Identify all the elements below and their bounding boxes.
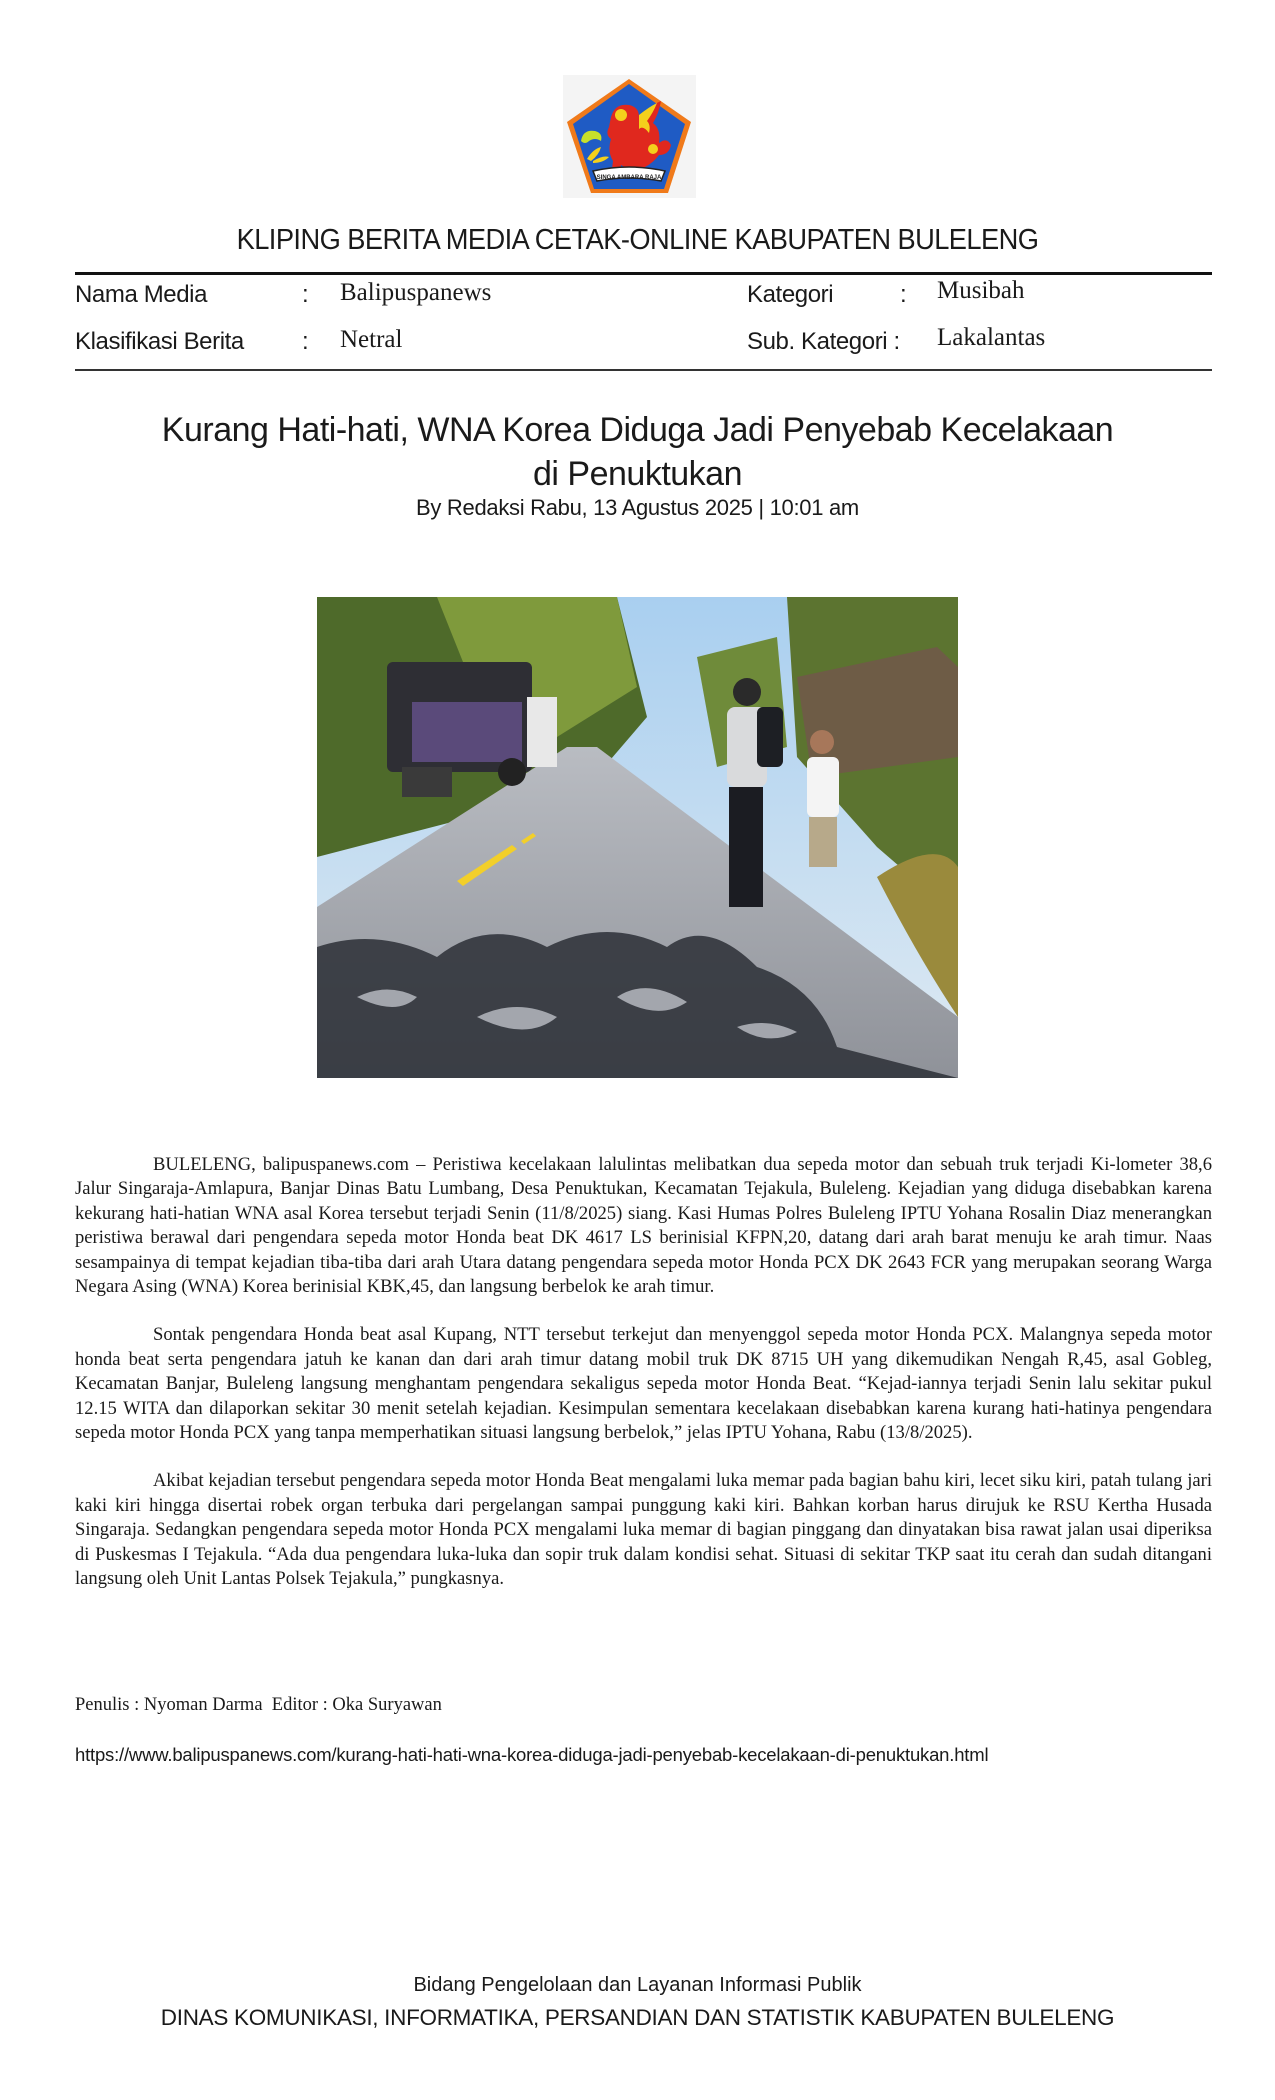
media-name-value: Balipuspanews: [340, 279, 492, 306]
media-name-colon: :: [302, 281, 309, 308]
media-name-label: Nama Media: [75, 281, 208, 308]
headline-line-2: di Penuktukan: [533, 455, 742, 493]
article-byline: By Redaksi Rabu, 13 Agustus 2025 | 10:01 am: [416, 495, 859, 520]
bottom-divider: [75, 369, 1212, 371]
top-divider: [75, 272, 1212, 275]
subcategory-value: Lakalantas: [937, 324, 1046, 351]
category-colon: :: [900, 281, 907, 308]
classification-value: Netral: [340, 326, 403, 353]
document-title: KLIPING BERITA MEDIA CETAK-ONLINE KABUPATEN BULELENG: [236, 224, 1039, 256]
article-paragraph: Sontak pengendara Honda beat asal Kupang, NTT tersebut terkejut dan menyenggol sepeda motor Honda PCX. Malangnya sepeda motor honda beat serta pengendara jatuh ke kanan dan dari arah timur datang mobil truk DK 8715 UH yang dikemudikan Nengah R,45, asal Gobleg, Kecamatan Banjar, Buleleng langsung menghantam pengendara sekaligus sepeda motor Honda Beat. “Kejad-iannya terjadi Senin lalu sekitar pukul 12.15 WITA dan dilaporkan sekitar 30 menit setelah kejadian. Kesimpulan sementara kecelakaan disebabkan karena kurang hati-hatinya pengendara sepeda motor Honda PCX yang tanpa memperhatikan situasi langsung berbelok,” jelas IPTU Yohana, Rabu (13/8/2025).: [75, 1324, 1212, 1444]
source-url-link[interactable]: https://www.balipuspanews.com/kurang-hati-hati-wna-korea-diduga-jadi-penyebab-kecelakaan-di-penuktukan.html: [75, 1744, 989, 1765]
article-paragraph: Akibat kejadian tersebut pengendara sepeda motor Honda Beat mengalami luka memar pada bagian bahu kiri, lecet siku kiri, patah tulang jari kaki kiri hingga disertai robek organ terbuka dari pergelangan sampai punggung kaki kiri. Bahkan korban harus dirujuk ke RSU Kertha Husada Singaraja. Sedangkan pengendara sepeda motor Honda PCX mengalami luka memar di bagian pinggang dan dinyatakan bisa rawat jalan usai diperiksa di Puskesmas I Tejakula. “Ada dua pengendara luka-luka dan sopir truk dalam kondisi sehat. Situasi di sekitar TKP saat itu cerah dan sudah ditangani langsung oleh Unit Lantas Polsek Tejakula,” pungkasnya.: [75, 1470, 1212, 1590]
footer-unit: Bidang Pengelolaan dan Layanan Informasi Publik: [413, 1974, 862, 1996]
article-credits: Penulis : Nyoman Darma Editor : Oka Suryawan: [75, 1695, 442, 1715]
footer-agency: DINAS KOMUNIKASI, INFORMATIKA, PERSANDIAN DAN STATISTIK KABUPATEN BULELENG: [160, 2005, 1115, 2030]
logo-motto: SINGA AMBARA RAJA: [596, 175, 662, 181]
accident-scene-photo: [317, 597, 958, 1078]
article-paragraph: BULELENG, balipuspanews.com – Peristiwa kecelakaan lalulintas melibatkan dua sepeda motor dan sebuah truk terjadi Ki-lometer 38,6 Jalur Singaraja-Amlapura, Banjar Dinas Batu Lumbang, Desa Penuktukan, Kecamatan Tejakula, Buleleng. Kejadian yang diduga disebabkan karena kekurang hati-hatian WNA asal Korea tersebut terjadi Senin (11/8/2025) siang. Kasi Humas Polres Buleleng IPTU Yohana Rosalin Diaz menerangkan peristiwa berawal dari pengendara sepeda motor Honda beat DK 4617 LS berinisial KFPN,20, datang dari arah barat menuju ke arah timur. Naas sesampainya di tempat kejadian tiba-tiba dari arah Utara datang pengendara sepeda motor Honda PCX DK 2643 FCR yang merupakan seorang Warga Negara Asing (WNA) Korea berinisial KBK,45, dan langsung berbelok ke arah timur.: [75, 1154, 1212, 1298]
classification-label: Klasifikasi Berita: [75, 328, 244, 355]
category-value: Musibah: [937, 277, 1025, 304]
headline-line-1: Kurang Hati-hati, WNA Korea Diduga Jadi Penyebab Kecelakaan: [161, 411, 1114, 449]
article-headline: [110, 408, 1165, 496]
classification-colon: :: [302, 328, 309, 355]
category-label: Kategori: [747, 281, 834, 308]
article-body: [75, 1153, 1212, 1616]
kabupaten-buleleng-logo: [563, 75, 696, 198]
subcategory-label: Sub. Kategori :: [747, 328, 900, 355]
